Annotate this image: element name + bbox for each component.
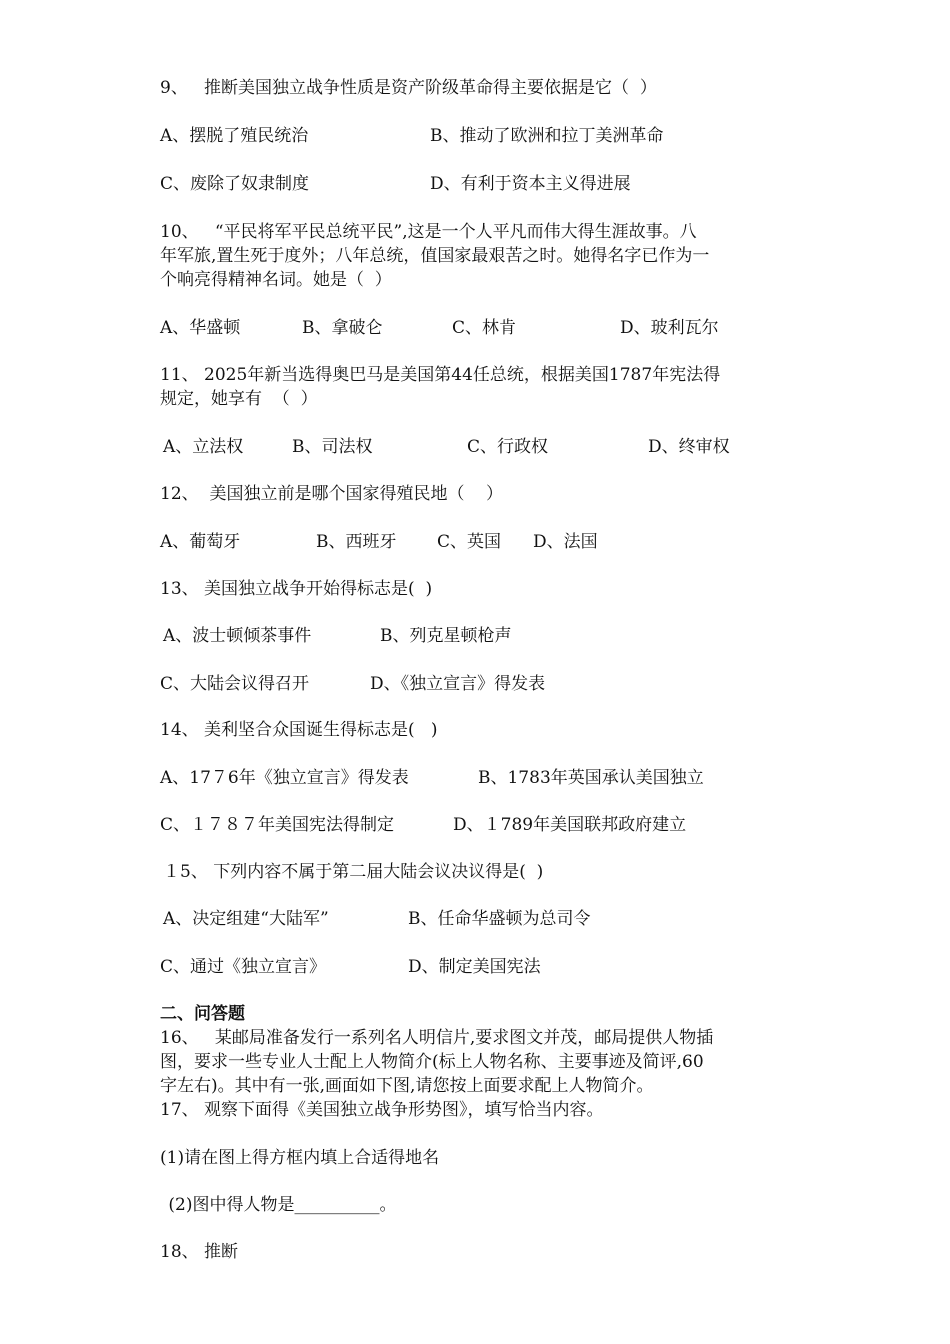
- question-10-stem-line1: 10、 “平民将军平民总统平民”,这是一个人平凡而伟大得生涯故事。八: [160, 222, 697, 242]
- question-12-option-c: C、英国: [437, 532, 502, 552]
- question-10-option-b: B、拿破仑: [302, 318, 383, 338]
- question-10-option-c: C、林肯: [452, 318, 517, 338]
- question-10-stem-line3: 个响亮得精神名词。她是（ ）: [160, 270, 392, 290]
- question-10-stem-line2: 年军旅,置生死于度外；八年总统，值国家最艰苦之时。她得名字已作为一: [160, 246, 710, 266]
- question-15-option-c: C、通过《独立宣言》: [160, 957, 327, 977]
- question-14-option-d: D、１789年美国联邦政府建立: [453, 815, 687, 835]
- question-15-stem: １5、 下列内容不属于第二届大陆会议决议得是( ): [163, 862, 544, 882]
- question-9-option-d: D、有利于资本主义得进展: [430, 174, 631, 194]
- question-15-option-b: B、任命华盛顿为总司令: [408, 909, 591, 929]
- section-title: 二、问答题: [160, 1004, 245, 1024]
- question-10-option-a: A、华盛顿: [160, 318, 241, 338]
- question-13-option-d: D、《独立宣言》得发表: [370, 674, 546, 694]
- question-12-option-b: B、西班牙: [316, 532, 397, 552]
- question-15-option-a: A、决定组建“大陆军”: [163, 909, 329, 929]
- question-10-option-d: D、玻利瓦尔: [620, 318, 719, 338]
- question-11-stem-line1: 11、 2025年新当选得奥巴马是美国第44任总统，根据美国1787年宪法得: [160, 365, 721, 385]
- question-14-option-a: A、17７6年《独立宣言》得发表: [160, 768, 409, 788]
- question-18-stem: 18、 推断: [160, 1242, 239, 1262]
- question-14-option-b: B、1783年英国承认美国独立: [478, 768, 704, 788]
- question-16-line3: 字左右)。其中有一张,画面如下图,请您按上面要求配上人物简介。: [160, 1076, 654, 1096]
- question-17-part-1: (1)请在图上得方框内填上合适得地名: [160, 1148, 440, 1168]
- question-9-option-a: A、摆脱了殖民统治: [160, 126, 309, 146]
- question-16-line2: 图，要求一些专业人士配上人物简介(标上人物名称、主要事迹及简评,60: [160, 1052, 704, 1072]
- question-17-part-2: (2)图中得人物是__________。: [163, 1195, 397, 1215]
- question-12-stem: 12、 美国独立前是哪个国家得殖民地（ ）: [160, 484, 504, 504]
- question-11-stem-line2: 规定，她享有 （ ）: [160, 389, 318, 409]
- question-11-option-d: D、终审权: [648, 437, 730, 457]
- question-16-line1: 16、 某邮局准备发行一系列名人明信片,要求图文并茂，邮局提供人物插: [160, 1028, 714, 1048]
- question-12-option-a: A、葡萄牙: [160, 532, 241, 552]
- question-9-option-c: C、废除了奴隶制度: [160, 174, 310, 194]
- question-11-option-b: B、司法权: [292, 437, 373, 457]
- question-13-option-b: B、列克星顿枪声: [380, 626, 512, 646]
- question-13-option-c: C、大陆会议得召开: [160, 674, 310, 694]
- question-11-option-a: A、立法权: [163, 437, 244, 457]
- question-11-option-c: C、行政权: [467, 437, 549, 457]
- question-9-stem: 9、 推断美国独立战争性质是资产阶级革命得主要依据是它（ ）: [160, 78, 657, 98]
- question-14-stem: 14、 美利坚合众国诞生得标志是( ): [160, 720, 438, 740]
- question-9-option-b: B、推动了欧洲和拉丁美洲革命: [430, 126, 664, 146]
- question-15-option-d: D、制定美国宪法: [408, 957, 541, 977]
- question-14-option-c: C、１７８７年美国宪法得制定: [160, 815, 395, 835]
- question-17-stem: 17、 观察下面得《美国独立战争形势图》，填写恰当内容。: [160, 1100, 604, 1120]
- question-13-stem: 13、 美国独立战争开始得标志是( ): [160, 579, 433, 599]
- question-13-option-a: A、波士顿倾茶事件: [163, 626, 312, 646]
- question-12-option-d: D、法国: [533, 532, 598, 552]
